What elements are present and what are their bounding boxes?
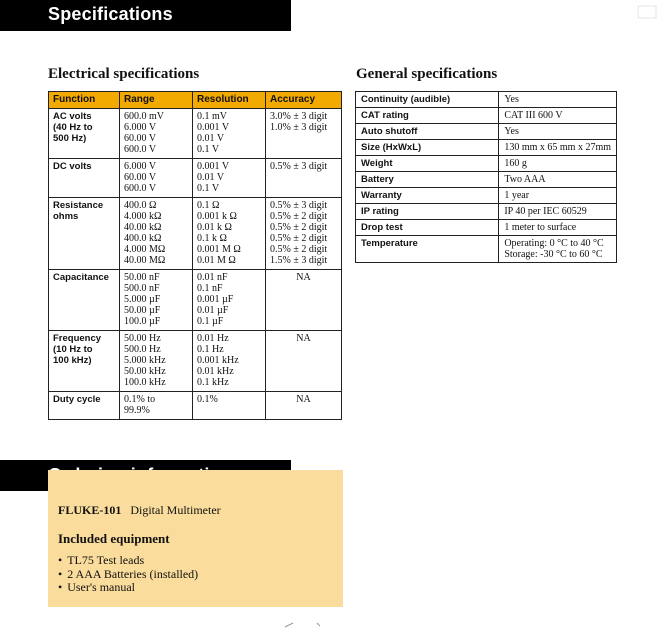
document-corner-icon: [636, 4, 658, 20]
range-cell-line: 100.0 µF: [124, 316, 161, 327]
spec-value-line: 160 g: [504, 158, 527, 169]
spec-value: [499, 140, 617, 156]
accuracy-cell-line: 3.0% ± 3 digit: [270, 111, 328, 122]
specifications-banner: [0, 0, 291, 31]
accuracy-cell-line: 0.5% ± 2 digit: [270, 222, 328, 233]
range-cell-line: 6.000 V: [124, 161, 157, 172]
table-row: [356, 140, 617, 156]
table-row: [356, 236, 617, 263]
resolution-cell: [193, 159, 266, 198]
resolution-cell-line: 0.1 Hz: [197, 344, 224, 355]
resolution-cell-line: 0.001 kHz: [197, 355, 239, 366]
accuracy-cell: [266, 270, 342, 331]
resolution-cell: [193, 270, 266, 331]
table-row: [356, 92, 617, 108]
resolution-cell-line: 0.1 V: [197, 144, 220, 155]
accuracy-cell: [266, 198, 342, 270]
resolution-cell-line: 0.001 V: [197, 122, 230, 133]
spec-label: Warranty: [356, 188, 499, 204]
resolution-cell-line: 0.001 V: [197, 161, 230, 172]
range-cell-line: 400.0 kΩ: [124, 233, 162, 244]
resolution-cell-line: 0.01 k Ω: [197, 222, 232, 233]
resolution-cell-line: 0.01 µF: [197, 305, 229, 316]
range-cell-line: 50.00 nF: [124, 272, 160, 283]
resolution-cell: [193, 392, 266, 420]
specifications-heading: Specifications: [48, 4, 173, 24]
spec-value: [499, 92, 617, 108]
resolution-cell-line: 0.001 M Ω: [197, 244, 241, 255]
list-item: • TL75 Test leads: [58, 554, 221, 568]
function-cell: [49, 392, 120, 420]
resolution-cell-line: 0.01 M Ω: [197, 255, 236, 266]
table-row: [356, 124, 617, 140]
range-cell-line: 40.00 kΩ: [124, 222, 162, 233]
spec-value-line: Two AAA: [504, 174, 546, 185]
spec-label: Auto shutoff: [356, 124, 499, 140]
resolution-cell-line: 0.1 kHz: [197, 377, 229, 388]
function-cell-line: Capacitance: [53, 272, 109, 283]
table-row: [356, 172, 617, 188]
table-row: [49, 392, 342, 420]
range-cell-line: 5.000 kHz: [124, 355, 166, 366]
resolution-cell-line: 0.01 nF: [197, 272, 228, 283]
spec-label: IP rating: [356, 204, 499, 220]
spec-label: Size (HxWxL): [356, 140, 499, 156]
model-number: FLUKE-101: [58, 503, 122, 517]
accuracy-cell: [266, 159, 342, 198]
general-specifications-table: [355, 91, 617, 263]
spec-value: [499, 220, 617, 236]
spec-value-line: 1 year: [504, 190, 530, 201]
range-cell: [120, 109, 193, 159]
accuracy-cell: [266, 392, 342, 420]
table-row: [49, 331, 342, 392]
spec-value-line: Yes: [504, 126, 519, 137]
list-item: • User's manual: [58, 581, 221, 595]
function-cell: [49, 270, 120, 331]
spec-value-line: IP 40 per IEC 60529: [504, 206, 587, 217]
function-cell-line: ohms: [53, 211, 79, 222]
range-cell-line: 400.0 Ω: [124, 200, 157, 211]
spec-label: Weight: [356, 156, 499, 172]
table-row: [49, 109, 342, 159]
range-cell-line: 500.0 Hz: [124, 344, 161, 355]
accuracy-cell-line: NA: [296, 272, 311, 283]
general-specifications-title: General specifications: [356, 66, 498, 82]
spec-label: Temperature: [356, 236, 499, 263]
resolution-cell-line: 0.1 k Ω: [197, 233, 227, 244]
resolution-cell: [193, 331, 266, 392]
header-range: Range: [120, 92, 193, 109]
range-cell-line: 4.000 MΩ: [124, 244, 166, 255]
resolution-cell-line: 0.01 V: [197, 133, 225, 144]
accuracy-cell-line: NA: [296, 333, 311, 344]
range-cell-line: 6.000 V: [124, 122, 157, 133]
spec-value: [499, 204, 617, 220]
ordering-content: [58, 503, 221, 595]
table-row: [49, 159, 342, 198]
function-cell-line: (40 Hz to: [53, 122, 93, 133]
resolution-cell-line: 0.01 V: [197, 172, 225, 183]
table-row: [356, 204, 617, 220]
range-cell: [120, 331, 193, 392]
header-accuracy: Accuracy: [266, 92, 342, 109]
electrical-specifications-title: Electrical specifications: [48, 66, 200, 82]
function-cell-line: DC volts: [53, 161, 92, 172]
function-cell-line: AC volts: [53, 111, 92, 122]
function-cell-line: 100 kHz): [53, 355, 92, 366]
table-row: [49, 198, 342, 270]
range-cell: [120, 392, 193, 420]
included-equipment-list: [58, 554, 221, 595]
accuracy-cell-line: 0.5% ± 2 digit: [270, 233, 328, 244]
accuracy-cell-line: 1.0% ± 3 digit: [270, 122, 328, 133]
range-cell-line: 99.9%: [124, 405, 150, 416]
range-cell: [120, 270, 193, 331]
accuracy-cell-line: 0.5% ± 3 digit: [270, 200, 328, 211]
function-cell-line: (10 Hz to: [53, 344, 93, 355]
accuracy-cell: [266, 331, 342, 392]
spec-value-line: CAT III 600 V: [504, 110, 563, 121]
function-cell-line: Frequency: [53, 333, 102, 344]
table-row: [356, 188, 617, 204]
included-equipment-title: Included equipment: [58, 531, 170, 546]
list-item: • 2 AAA Batteries (installed): [58, 568, 221, 582]
range-cell-line: 0.1% to: [124, 394, 156, 405]
accuracy-cell-line: 0.5% ± 3 digit: [270, 161, 328, 172]
resolution-cell-line: 0.001 µF: [197, 294, 234, 305]
function-cell-line: 500 Hz): [53, 133, 87, 144]
spec-label: Continuity (audible): [356, 92, 499, 108]
range-cell-line: 600.0 V: [124, 183, 157, 194]
function-cell-line: Duty cycle: [53, 394, 101, 405]
spec-value-line: Yes: [504, 94, 519, 105]
spec-value-line: Operating: 0 °C to 40 °C: [504, 238, 604, 249]
header-resolution: Resolution: [193, 92, 266, 109]
function-cell: [49, 331, 120, 392]
function-cell: [49, 109, 120, 159]
table-row: [49, 270, 342, 331]
spec-value: [499, 124, 617, 140]
footer-mark: [283, 619, 323, 629]
accuracy-cell-line: 0.5% ± 2 digit: [270, 244, 328, 255]
range-cell-line: 40.00 MΩ: [124, 255, 166, 266]
spec-value: [499, 172, 617, 188]
header-function: Function: [49, 92, 120, 109]
spec-value-line: Storage: -30 °C to 60 °C: [504, 249, 603, 260]
range-cell-line: 500.0 nF: [124, 283, 160, 294]
function-cell: [49, 159, 120, 198]
range-cell-line: 4.000 kΩ: [124, 211, 162, 222]
range-cell-line: 60.00 V: [124, 172, 157, 183]
resolution-cell-line: 0.1 Ω: [197, 200, 220, 211]
table-row: [356, 220, 617, 236]
spec-value: [499, 188, 617, 204]
resolution-cell-line: 0.01 kHz: [197, 366, 234, 377]
range-cell: [120, 159, 193, 198]
accuracy-cell-line: NA: [296, 394, 311, 405]
spec-value: [499, 156, 617, 172]
spec-label: Battery: [356, 172, 499, 188]
table-row: [356, 156, 617, 172]
model-description: Digital Multimeter: [130, 503, 221, 517]
resolution-cell-line: 0.1 V: [197, 183, 220, 194]
spec-value-line: 1 meter to surface: [504, 222, 577, 233]
electrical-header-row: [49, 92, 342, 109]
range-cell-line: 60.00 V: [124, 133, 157, 144]
range-cell-line: 50.00 Hz: [124, 333, 161, 344]
spec-label: Drop test: [356, 220, 499, 236]
spec-value: [499, 108, 617, 124]
range-cell: [120, 198, 193, 270]
resolution-cell: [193, 198, 266, 270]
resolution-cell-line: 0.01 Hz: [197, 333, 229, 344]
electrical-specifications-table: [48, 91, 342, 420]
accuracy-cell-line: 0.5% ± 2 digit: [270, 211, 328, 222]
function-cell-line: Resistance: [53, 200, 104, 211]
resolution-cell: [193, 109, 266, 159]
resolution-cell-line: 0.1 µF: [197, 316, 224, 327]
function-cell: [49, 198, 120, 270]
accuracy-cell-line: 1.5% ± 3 digit: [270, 255, 328, 266]
resolution-cell-line: 0.001 k Ω: [197, 211, 237, 222]
resolution-cell-line: 0.1 nF: [197, 283, 223, 294]
accuracy-cell: [266, 109, 342, 159]
spec-value-line: 130 mm x 65 mm x 27mm: [504, 142, 611, 153]
range-cell-line: 600.0 V: [124, 144, 157, 155]
range-cell-line: 50.00 µF: [124, 305, 161, 316]
range-cell-line: 5.000 µF: [124, 294, 161, 305]
model-line: [58, 503, 221, 518]
range-cell-line: 100.0 kHz: [124, 377, 166, 388]
table-row: [356, 108, 617, 124]
resolution-cell-line: 0.1 mV: [197, 111, 227, 122]
spec-value: [499, 236, 617, 263]
range-cell-line: 50.00 kHz: [124, 366, 166, 377]
range-cell-line: 600.0 mV: [124, 111, 164, 122]
spec-label: CAT rating: [356, 108, 499, 124]
resolution-cell-line: 0.1%: [197, 394, 218, 405]
